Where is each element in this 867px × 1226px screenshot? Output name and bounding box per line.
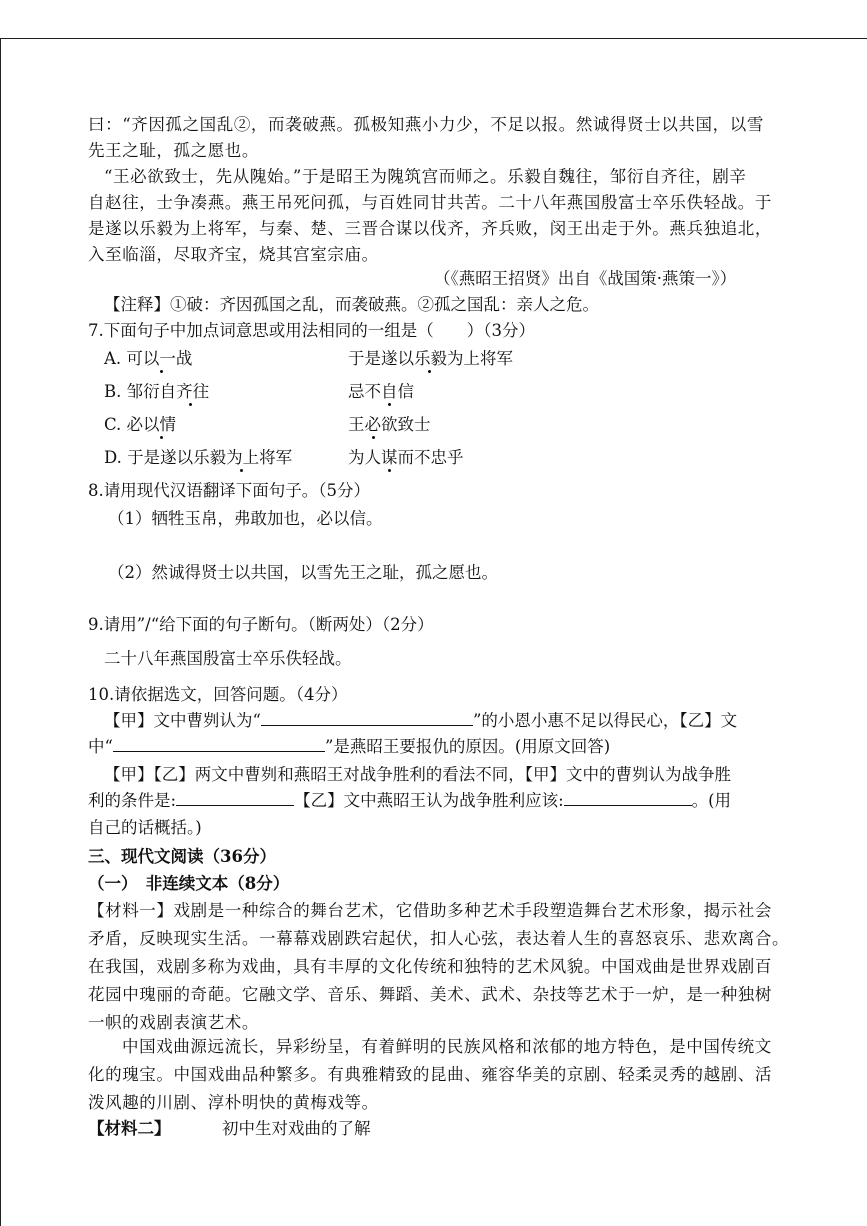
q8-stem: 8.请用现代汉语翻译下面句子。（5分） — [88, 481, 370, 500]
q7-option-d-right: 为人谋而不忠乎 — [348, 448, 464, 467]
q10-line-4-start: 利的条件是: — [88, 791, 177, 810]
passage-notes: 【注释】①破：齐因孤国之乱，而袭破燕。②孤之国乱：亲人之危。 — [104, 295, 599, 314]
material-1-line-4: 花园中瑰丽的奇葩。它融文学、音乐、舞蹈、美术、武术、杂技等艺术于一炉，是一种独树 — [88, 985, 772, 1004]
q10-line-5: 自己的话概括。) — [88, 818, 202, 837]
material-1-line-2: 矛盾，反映现实生活。一幕幕戏剧跌宕起伏，扣人心弦，表达着人生的喜怒哀乐、悲欢离合。 — [88, 929, 790, 948]
passage-line-3: “王必欲致士，先从隗始。”于是昭王为隗筑宫而师之。乐毅自魏往，邹衍自齐往，剧辛 — [104, 167, 747, 186]
material-2-title: 初中生对戏曲的了解 — [222, 1119, 371, 1138]
q10-line-2-end: ”是燕昭王要报仇的原因。(用原文回答) — [324, 737, 611, 756]
passage-line-1: 曰：“齐因孤之国乱②，而袭破燕。孤极知燕小力少，不足以报。然诚得贤士以共国，以雪 — [88, 115, 764, 134]
emphasis-dot — [372, 436, 375, 439]
section-3-title: 三、现代文阅读（36分） — [88, 847, 276, 866]
passage-line-4: 自赵往，士争凑燕。燕王吊死问孤，与百姓同甘共苦。二十八年燕国殷富士卒乐佚轻战。于 — [88, 193, 772, 212]
q7-option-b-right: 忌不自信 — [348, 382, 414, 401]
q10-stem: 10.请依据选文，回答问题。（4分） — [88, 685, 348, 704]
q10-line-1 — [104, 710, 737, 732]
material-1-para-2-line-3: 泼风趣的川剧、淳朴明快的黄梅戏等。 — [88, 1093, 379, 1112]
material-1-para-2-line-2: 化的瑰宝。中国戏曲品种繁多。有典雅精致的昆曲、雍容华美的京剧、轻柔灵秀的越剧、活 — [88, 1065, 772, 1084]
answer-blank-1[interactable] — [261, 711, 473, 726]
passage-line-2: 先王之耻，孤之愿也。 — [88, 141, 259, 160]
emphasis-dot — [388, 403, 391, 406]
page-border-top — [0, 38, 867, 39]
q7-option-a-left: A. 可以一战 — [104, 349, 193, 368]
q10-line-4-end: 。(用 — [691, 791, 732, 810]
emphasis-dot — [160, 436, 163, 439]
page-border-left — [0, 38, 1, 1226]
q10-line-2-start: 中“ — [88, 737, 113, 756]
emphasis-dot — [388, 469, 391, 472]
answer-blank-2[interactable] — [113, 737, 325, 752]
material-1-line-1: 【材料一】戏剧是一种综合的舞台艺术，它借助多种艺术手段塑造舞台艺术形象，揭示社会 — [88, 901, 772, 920]
emphasis-dot — [428, 370, 431, 373]
material-2-label: 【材料二】 — [88, 1119, 171, 1138]
material-1-line-3: 在我国，戏剧多称为戏曲，具有丰厚的文化传统和独特的艺术风貌。中国戏曲是世界戏剧百 — [88, 957, 772, 976]
emphasis-dot — [189, 403, 192, 406]
emphasis-dot — [160, 370, 163, 373]
q7-option-a-right: 于是遂以乐毅为上将军 — [348, 349, 513, 368]
passage-line-5: 是遂以乐毅为上将军，与秦、楚、三晋合谋以伐齐，齐兵败，闵王出走于外。燕兵独追北， — [88, 219, 772, 238]
q7-option-b-left: B. 邹衍自齐往 — [104, 382, 210, 401]
q8-sentence-1: （1）牺牲玉帛，弗敢加也，必以信。 — [108, 509, 383, 528]
answer-blank-3[interactable] — [176, 791, 294, 806]
material-1-line-5: 一帜的戏剧表演艺术。 — [88, 1013, 259, 1032]
q10-line-2 — [88, 736, 610, 758]
passage-line-6: 入至临淄，尽取齐宝，烧其宫室宗庙。 — [88, 245, 379, 264]
q7-option-d-left: D. 于是遂以乐毅为上将军 — [104, 448, 293, 467]
q9-sentence: 二十八年燕国殷富士卒乐佚轻战。 — [104, 649, 352, 668]
section-3-subtitle: （一） 非连续文本（8分） — [88, 874, 290, 893]
passage-source: （《燕昭王招贤》出自《战国策·燕策一》） — [434, 269, 737, 288]
q7-option-c-left: C. 必以情 — [104, 415, 177, 434]
q10-line-4 — [88, 790, 731, 812]
q10-line-1-start: 【甲】文中曹刿认为“ — [104, 711, 261, 730]
material-1-para-2-line-1: 中国戏曲源远流长，异彩纷呈，有着鲜明的民族风格和浓郁的地方特色，是中国传统文 — [122, 1037, 772, 1056]
q8-sentence-2: （2）然诚得贤士以共国，以雪先王之耻，孤之愿也。 — [108, 563, 498, 582]
q10-line-3: 【甲】【乙】两文中曹刿和燕昭王对战争胜利的看法不同，【甲】文中的曹刿认为战争胜 — [104, 765, 731, 784]
q10-line-1-end: ”的小恩小惠不足以得民心，【乙】文 — [472, 711, 738, 730]
q7-stem: 7.下面句子中加点词意思或用法相同的一组是（ ）（3分） — [88, 321, 535, 340]
answer-blank-4[interactable] — [564, 791, 692, 806]
q9-stem: 9.请用”/“给下面的句子断句。（断两处）（2分） — [88, 615, 434, 634]
q7-option-c-right: 王必欲致士 — [348, 415, 431, 434]
emphasis-dot — [240, 469, 243, 472]
q10-line-4-mid: 【乙】文中燕昭王认为战争胜利应该: — [294, 791, 564, 810]
